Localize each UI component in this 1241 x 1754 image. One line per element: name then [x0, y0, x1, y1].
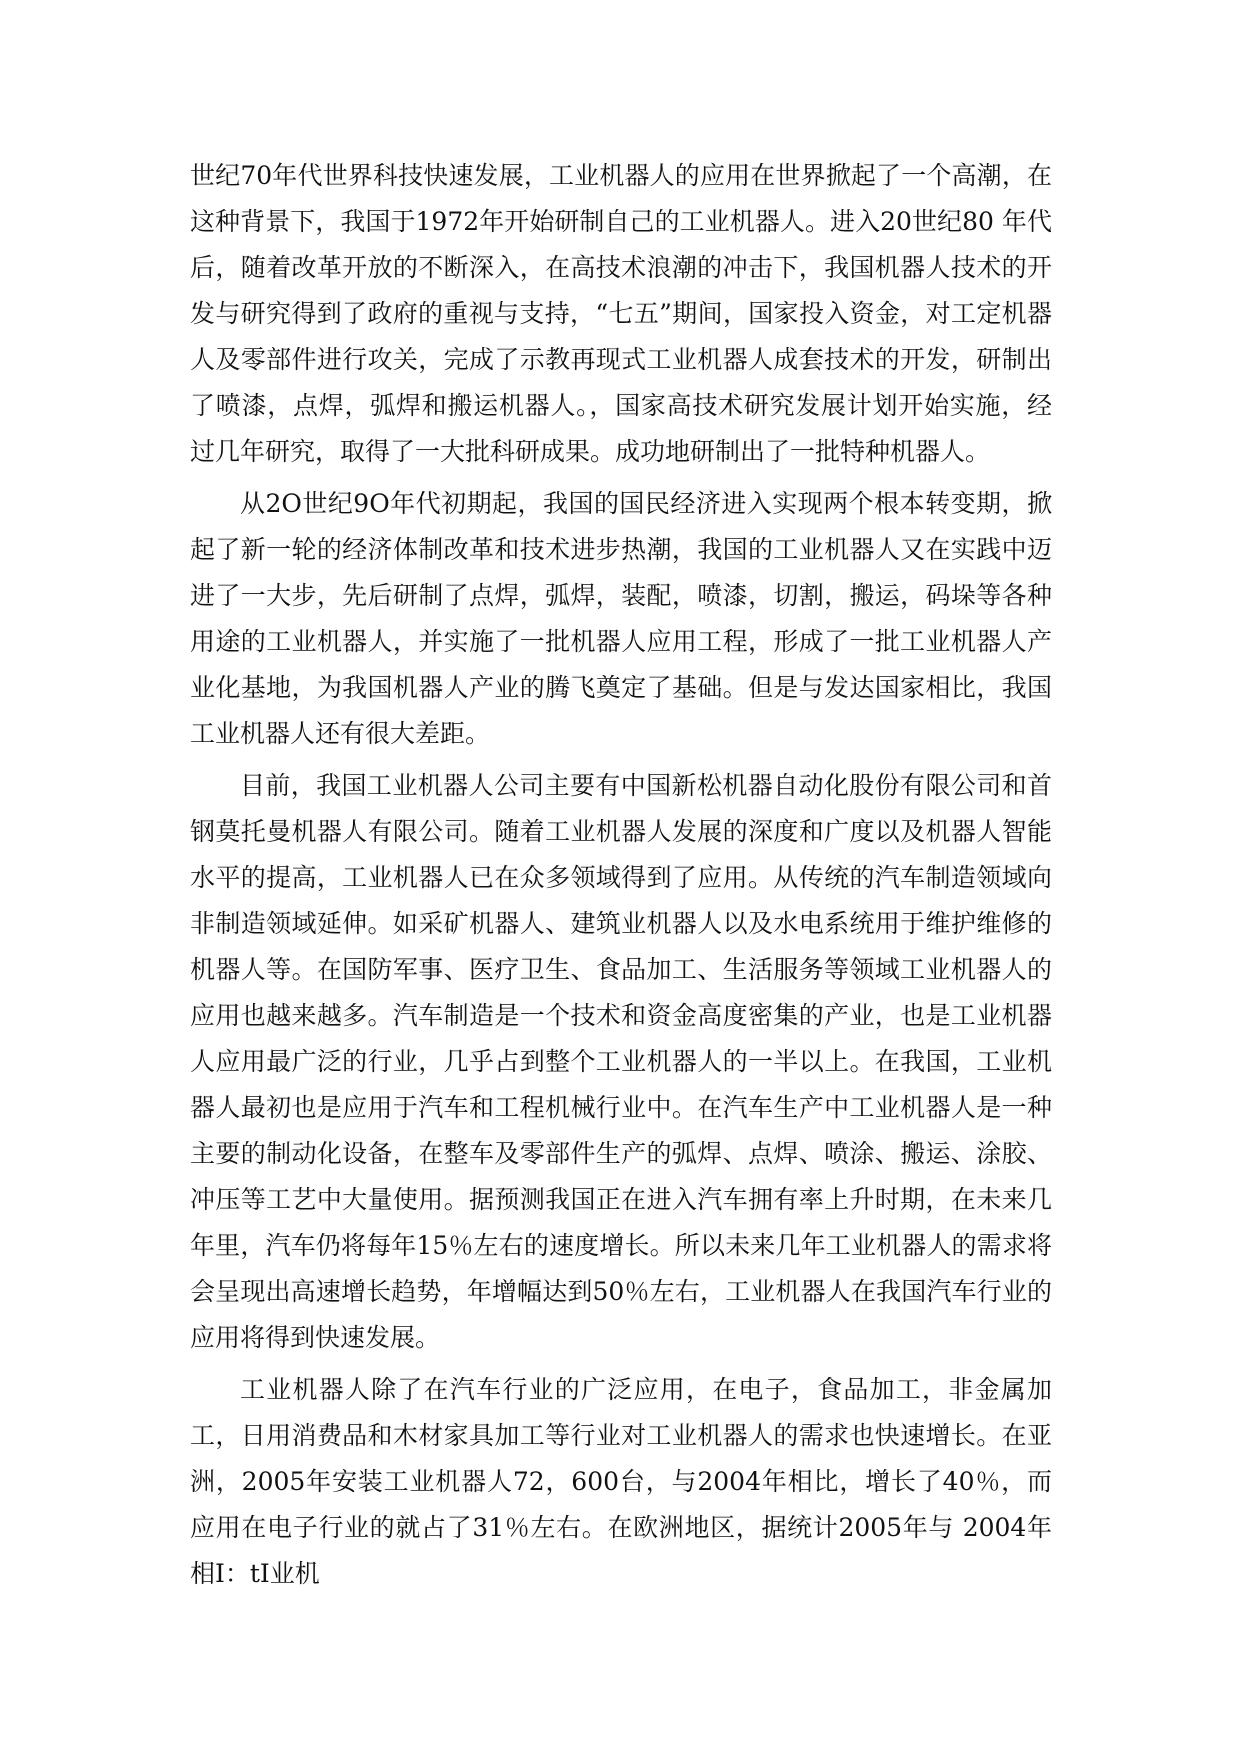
paragraph-2: 从2O世纪9O年代初期起，我国的国民经济进入实现两个根本转变期，掀起了新一轮的经济体制改革和技术进步热潮，我国的工业机器人又在实践中迈进了一大步，先后研制了点焊，弧焊，装配，喷漆，切割，搬运，码垛等各种用途的工业机器人，并实施了一批机器人应用工程，形成了一批工业机器人产业化基地，为我国机器人产业的腾飞奠定了基础。但是与发达国家相比，我国工业机器人还有很大差距。	[190, 489, 1052, 748]
document-body	[190, 153, 1052, 1603]
paragraph-4: 工业机器人除了在汽车行业的广泛应用，在电子，食品加工，非金属加工，日用消费品和木材家具加工等行业对工业机器人的需求也快速增长。在亚洲，2005年安装工业机器人72，600台，与2004年相比，增长了40％，而应用在电子行业的就占了31％左右。在欧洲地区，据统计2005年与 2004年相I：tI业机	[190, 1375, 1052, 1588]
paragraph-3: 目前，我国工业机器人公司主要有中国新松机器自动化股份有限公司和首钢莫托曼机器人有限公司。随着工业机器人发展的深度和广度以及机器人智能水平的提高，工业机器人已在众多领域得到了应用。从传统的汽车制造领域向非制造领域延伸。如采矿机器人、建筑业机器人以及水电系统用于维护维修的机器人等。在国防军事、医疗卫生、食品加工、生活服务等领域工业机器人的应用也越来越多。汽车制造是一个技术和资金高度密集的产业，也是工业机器人应用最广泛的行业，几乎占到整个工业机器人的一半以上。在我国，工业机器人最初也是应用于汽车和工程机械行业中。在汽车生产中工业机器人是一种主要的制动化设备，在整车及零部件生产的弧焊、点焊、喷涂、搬运、涂胶、冲压等工艺中大量使用。据预测我国正在进入汽车拥有率上升时期，在未来几年里，汽车仍将每年15％左右的速度增长。所以未来几年工业机器人的需求将会呈现出高速增长趋势，年增幅达到50％左右，工业机器人在我国汽车行业的应用将得到快速发展。	[190, 771, 1052, 1352]
paragraph-1: 世纪70年代世界科技快速发展，工业机器人的应用在世界掀起了一个高潮，在这种背景下，我国于1972年开始研制自己的工业机器人。进入20世纪80 年代后，随着改革开放的不断深入，在高技术浪潮的冲击下，我国机器人技术的开发与研究得到了政府的重视与支持，“七五”期间，国家投入资金，对工定机器人及零部件进行攻关，完成了示教再现式工业机器人成套技术的开发，研制出了喷漆，点焊，弧焊和搬运机器人。，国家高技术研究发展计划开始实施，经过几年研究，取得了一大批科研成果。成功地研制出了一批特种机器人。	[190, 161, 1052, 466]
